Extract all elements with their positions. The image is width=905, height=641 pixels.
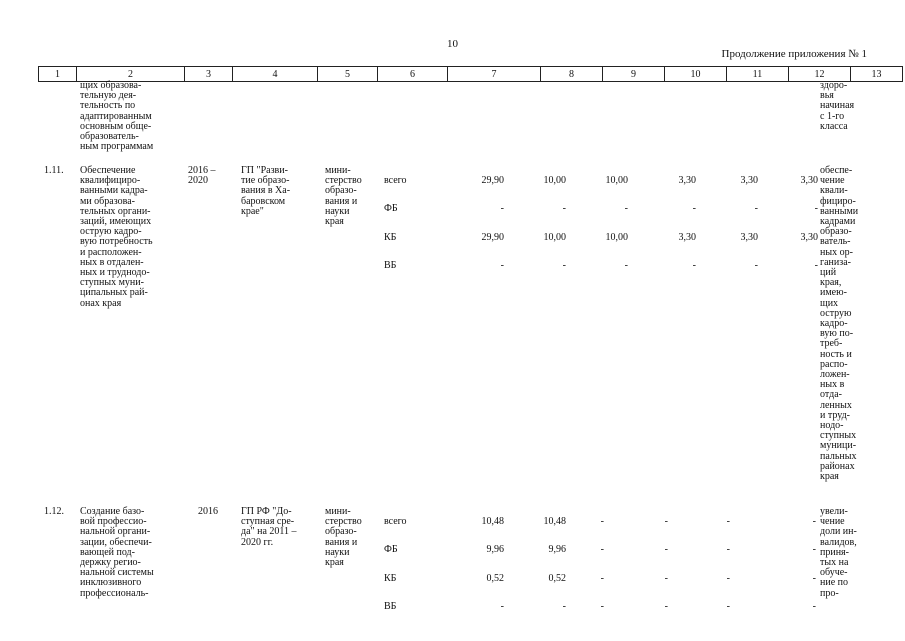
source-label: всего [384, 175, 407, 187]
value-cell: 9,96 [486, 544, 504, 556]
carryover-result: здоро- вья начиная с 1-го класса [820, 80, 855, 132]
col12-values [760, 166, 818, 289]
carryover-description: щих образова- тельную дея- тельность по адаптированным основным обще- образователь- ным программам [80, 80, 154, 153]
value-cell: - [500, 600, 504, 612]
value-cell: 10,00 [543, 175, 566, 187]
value-cell: - [500, 259, 504, 271]
header-col-5: 5 [318, 67, 378, 82]
value-cell: 29,90 [481, 175, 504, 187]
col11-values [700, 507, 730, 630]
row-description: Создание базо- вой профессио- нальной органи- зации, обеспечи- вающей под- держку регио- нальной системы инклюзивного профессиональ- [80, 506, 154, 599]
value-cell: - [562, 600, 566, 612]
col8-values [516, 507, 566, 630]
source-label: ФБ [384, 203, 398, 215]
value-cell: 10,00 [543, 231, 566, 243]
header-col-6: 6 [378, 67, 448, 82]
value-cell: - [812, 572, 816, 584]
row-program: ГП "Разви- тие образо- вания в Ха- баровском крае" [241, 165, 291, 217]
value-cell: - [812, 600, 816, 612]
value-cell: 3,30 [800, 175, 818, 187]
value-cell: - [600, 544, 604, 556]
value-cell: - [600, 600, 604, 612]
header-col-3: 3 [185, 67, 233, 82]
value-cell: - [624, 203, 628, 215]
row-executor: мини- стерство образо- вания и науки края [325, 165, 362, 228]
header-col-1: 1 [39, 67, 77, 82]
column-header-row [38, 66, 903, 82]
value-cell: 0,52 [486, 572, 504, 584]
col10-values [638, 507, 668, 630]
col9-values [578, 166, 628, 289]
source-label: КБ [384, 572, 397, 584]
col8-values [516, 166, 566, 289]
row-number: 1.12. [44, 506, 64, 517]
continuation-label: Продолжение приложения № 1 [721, 48, 867, 60]
header-col-2: 2 [77, 67, 185, 82]
value-cell: - [600, 572, 604, 584]
header-col-4: 4 [233, 67, 318, 82]
value-cell: 10,00 [605, 175, 628, 187]
row-executor: мини- стерство образо- вания и науки края [325, 506, 362, 569]
value-cell: - [692, 203, 696, 215]
header-col-7: 7 [448, 67, 541, 82]
col9-values [578, 507, 604, 630]
value-cell: 10,48 [481, 516, 504, 528]
value-cell: - [726, 544, 730, 556]
value-cell: - [812, 516, 816, 528]
value-cell: 10,00 [605, 231, 628, 243]
header-col-13: 13 [851, 67, 903, 82]
value-cell: 3,30 [740, 231, 758, 243]
value-cell: 3,30 [678, 175, 696, 187]
row-description: Обеспечение квалифициро- ванными кадра- ми образова- тельных органи- заций, имеющих острую кадро- вую потребность и расположен- ных в отдален- ных и труднодо- ступных муни- ципальных рай- онах края [80, 165, 153, 309]
col10-values [638, 166, 696, 289]
header-col-10: 10 [665, 67, 727, 82]
value-cell: 10,48 [543, 516, 566, 528]
page-number: 10 [447, 38, 458, 50]
value-cell: 29,90 [481, 231, 504, 243]
value-cell: - [624, 259, 628, 271]
value-cell: - [814, 203, 818, 215]
header-col-8: 8 [541, 67, 603, 82]
value-cell: 0,52 [548, 572, 566, 584]
value-cell: 3,30 [740, 175, 758, 187]
col7-values [434, 507, 504, 630]
value-cell: - [726, 572, 730, 584]
source-label: ВБ [384, 259, 397, 271]
header-col-11: 11 [727, 67, 789, 82]
source-label: КБ [384, 231, 397, 243]
row-period: 2016 – 2020 [188, 165, 216, 187]
value-cell: - [562, 259, 566, 271]
col12-values [760, 507, 816, 630]
value-cell: - [500, 203, 504, 215]
value-cell: - [664, 544, 668, 556]
header-col-12: 12 [789, 67, 851, 82]
value-cell: - [814, 259, 818, 271]
value-cell: - [664, 600, 668, 612]
value-cell: - [726, 516, 730, 528]
value-cell: - [754, 203, 758, 215]
row-program: ГП РФ "До- ступная сре- да" на 2011 – 2020 гг. [241, 506, 297, 548]
value-cell: - [562, 203, 566, 215]
value-cell: - [600, 516, 604, 528]
value-cell: - [664, 572, 668, 584]
col7-values [434, 166, 504, 289]
header-col-9: 9 [603, 67, 665, 82]
col11-values [700, 166, 758, 289]
source-label: ВБ [384, 600, 397, 612]
row-number: 1.11. [44, 165, 64, 176]
row-result: увели- чение доли ин- валидов, приня- тых на обуче- ние по про- [820, 506, 857, 599]
value-cell: - [812, 544, 816, 556]
value-cell: 3,30 [678, 231, 696, 243]
value-cell: - [726, 600, 730, 612]
source-label: ФБ [384, 544, 398, 556]
source-label: всего [384, 516, 407, 528]
value-cell: 3,30 [800, 231, 818, 243]
table-body [38, 81, 868, 641]
row-result: обеспе- чение квали- фициро- ванными кадрами образо- ватель- ных ор- ганиза- ций края, имею- щих острую кадро- вую по- треб- ность и распо- ложен- ных в отда- ленных и труд- нодо- ступных муници- пальных районах края [820, 165, 859, 483]
value-cell: - [664, 516, 668, 528]
row-period: 2016 [198, 506, 218, 517]
value-cell: 9,96 [548, 544, 566, 556]
value-cell: - [692, 259, 696, 271]
value-cell: - [754, 259, 758, 271]
